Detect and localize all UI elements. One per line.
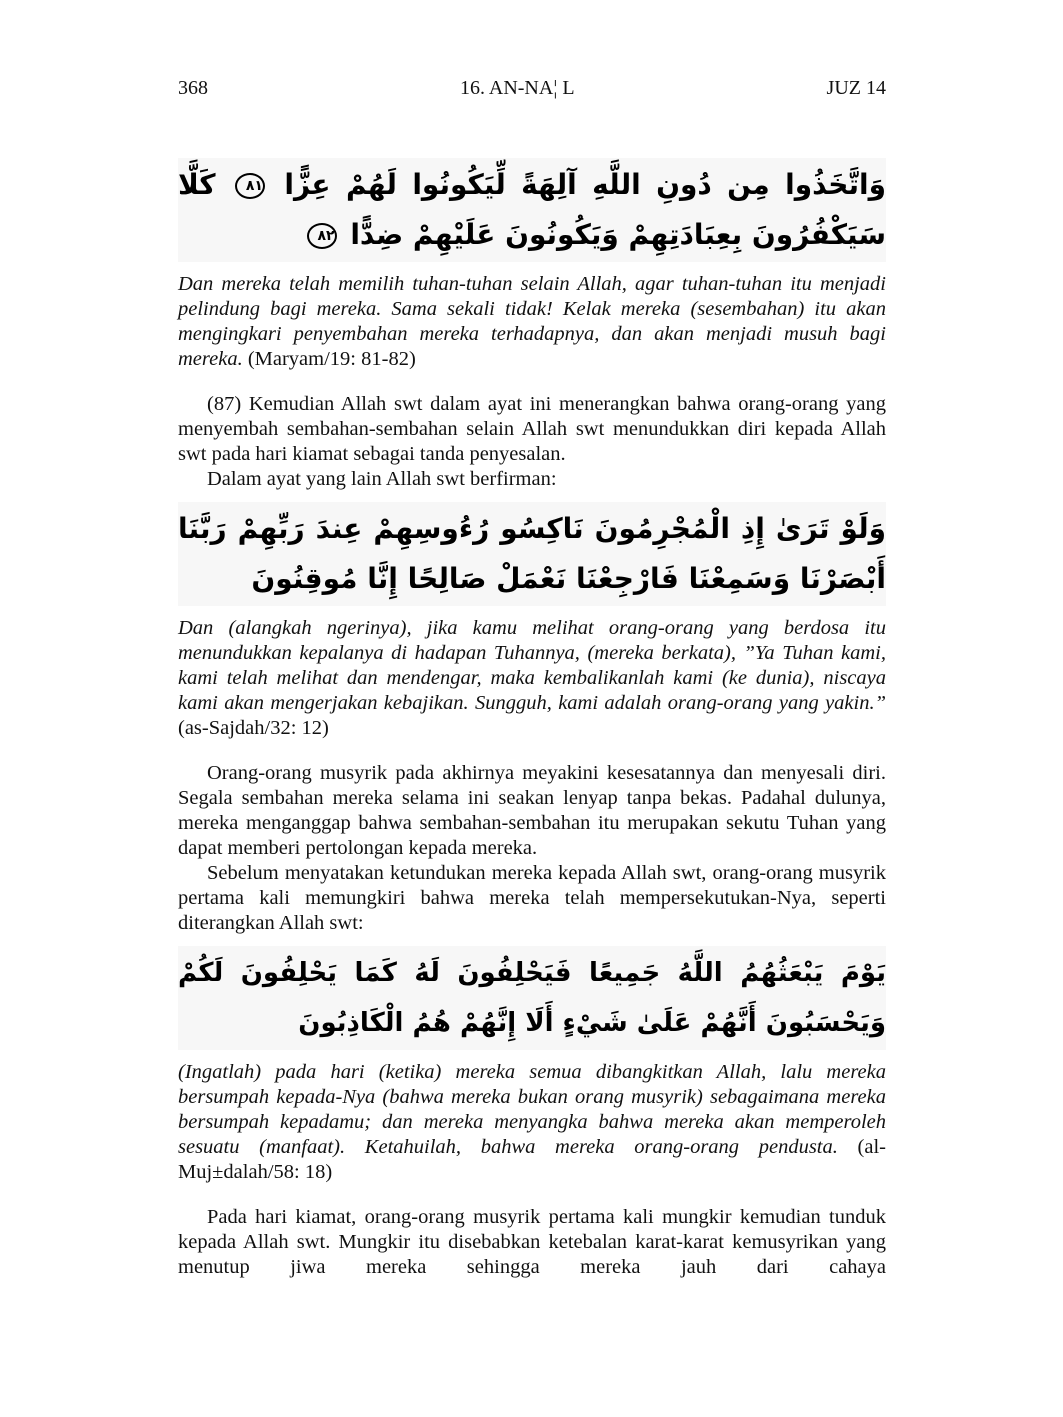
translation-3: [178, 1060, 886, 1185]
running-header: [178, 76, 886, 101]
arabic-text: وَاتَّخَذُوا مِن دُونِ اللَّهِ آلِهَةً لِّيَكُونُوا لَهُمْ عِزًّا: [284, 168, 887, 201]
paragraph-2: Orang-orang musyrik pada akhirnya meyakini kesesatannya dan menyesali diri. Segala sembahan mereka selama ini seakan lenyap tanpa bekas. Padahal dulunya, mereka menganggap bahwa sembahan-sembahan itu merupakan sekutu Tuhan yang dapat memberi pertolongan kepada mereka.: [178, 762, 886, 859]
paragraph-87: (87) Kemudian Allah swt dalam ayat ini menerangkan bahwa orang-orang yang menyembah sembahan-sembahan selain Allah swt menundukkan diri kepada Allah swt pada hari kiamat sebagai tanda penyesalan.: [178, 393, 886, 465]
arabic-text: كَلَّا سَيَكْفُرُونَ بِعِبَادَتِهِمْ وَيَكُونُونَ عَلَيْهِمْ ضِدًّا: [178, 168, 886, 251]
translation-text: Dan (alangkah ngerinya), jika kamu melihat orang-orang yang berdosa itu menundukkan kepalanya di hadapan Tuhannya, (mereka berkata), ”Ya Tuhan kami, kami telah melihat dan mendengar, maka kembalikanlah kami (ke dunia), niscaya kami akan mengerjakan kebajikan. Sungguh, kami adalah orang-orang yang yakin.”: [178, 617, 886, 714]
surah-title: 16. AN-NA¦ L: [459, 77, 575, 99]
translation-text: (Ingatlah) pada hari (ketika) mereka semua dibangkitkan Allah, lalu mereka bersumpah kepada-Nya (bahwa mereka bukan orang musyrik) sebagaimana mereka bersumpah kepadamu; dan mereka menyangka bahwa mereka akan memperoleh sesuatu (manfaat). Ketahuilah, bahwa mereka orang-orang pendusta.: [178, 1061, 886, 1158]
verse-number-marker: ٨٢: [307, 223, 337, 249]
arabic-text: يَوْمَ يَبْعَثُهُمُ اللَّهُ جَمِيعًا فَيَحْلِفُونَ لَهُ كَمَا يَحْلِفُونَ لَكُمْ وَيَحْسَبُونَ أَنَّهُمْ عَلَىٰ شَيْءٍ أَلَا إِنَّهُمْ هُمُ الْكَاذِبُونَ: [178, 958, 886, 1038]
translation-2: [178, 616, 886, 741]
arabic-verse-3: [178, 946, 886, 1050]
translation-text: Dan mereka telah memilih tuhan-tuhan selain Allah, agar tuhan-tuhan itu menjadi pelindung bagi mereka. Sama sekali tidak! Kelak mereka (sesembahan) itu akan mengingkari penyembahan mereka terhadapnya, dan akan menjadi musuh bagi mereka.: [178, 273, 886, 370]
paragraph-3: Sebelum menyatakan ketundukan mereka kepada Allah swt, orang-orang musyrik pertama kali memungkiri bahwa mereka telah mempersekutukan-Nya, seperti diterangkan Allah swt:: [178, 862, 886, 934]
arabic-verse-1: [178, 158, 886, 262]
arabic-verse-2: [178, 502, 886, 606]
page-body: [178, 76, 886, 1280]
verse-reference: (Maryam/19: 81-82): [247, 348, 416, 370]
juz-label: JUZ 14: [826, 77, 886, 99]
verse-reference: (al-Muj±dalah/58: 18): [178, 1136, 886, 1183]
paragraph-intro: Dalam ayat yang lain Allah swt berfirman:: [207, 468, 557, 490]
verse-number-marker: ٨١: [235, 173, 265, 199]
paragraph-4: Pada hari kiamat, orang-orang musyrik pertama kali mungkir kemudian tunduk kepada Allah swt. Mungkir itu disebabkan ketebalan karat-karat kemusyrikan yang menutup jiwa mereka sehingga mereka jauh dari cahaya: [178, 1206, 886, 1278]
page-number: 368: [178, 77, 208, 99]
translation-1: [178, 272, 886, 372]
verse-reference: (as-Sajdah/32: 12): [178, 717, 329, 739]
arabic-text: وَلَوْ تَرَىٰ إِذِ الْمُجْرِمُونَ نَاكِسُو رُءُوسِهِمْ عِندَ رَبِّهِمْ رَبَّنَا أَبْصَرْنَا وَسَمِعْنَا فَارْجِعْنَا نَعْمَلْ صَالِحًا إِنَّا مُوقِنُونَ: [178, 512, 886, 595]
